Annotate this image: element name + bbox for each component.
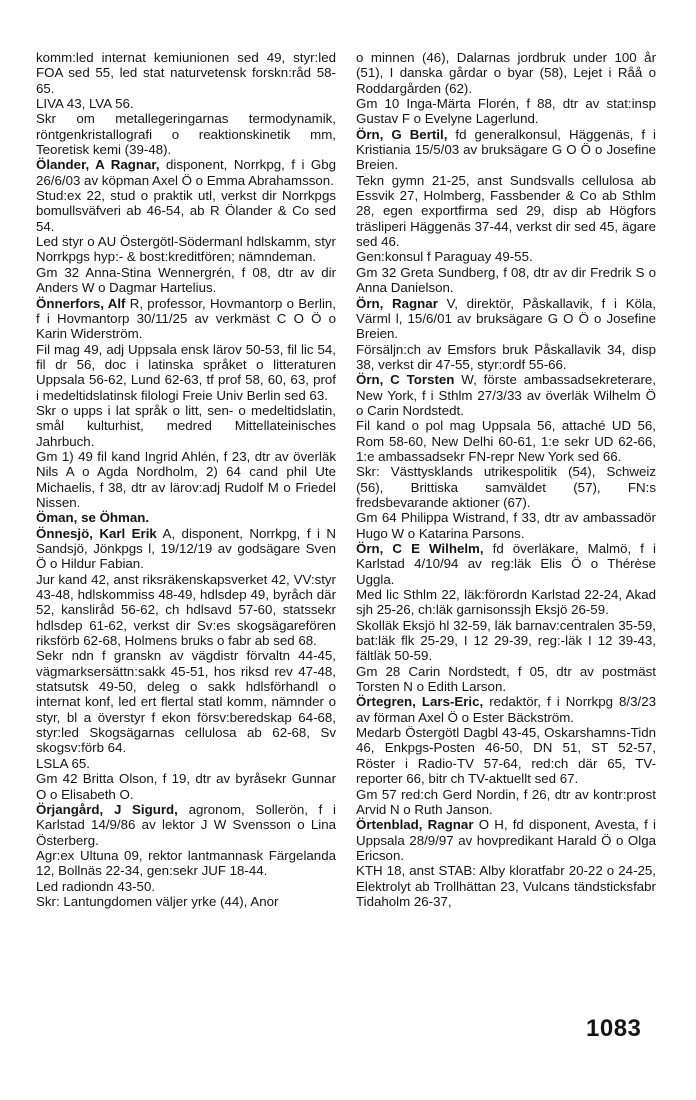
entry-heading: Örtegren, Lars-Eric, redaktör, f i Norrkpg 8/3/23 av förman Axel Ö o Ester Bäckström. [356, 694, 656, 725]
page-number: 1083 [586, 1015, 642, 1042]
entry-heading: Ölander, A Ragnar, disponent, Norrkpg, f i Gbg 26/6/03 av köpman Axel Ö o Emma Abrahamsson. [36, 157, 336, 188]
entry-paragraph: Sekr ndn f granskn av vägdistr förvaltn 44-45, vägmarksersättn:sakk 45-51, hos riksd rev 47-48, statsutsk 49-50, deleg o sakk hdlsförhandl o internat konf, led ert flertal statl komm, nämnder o styr, bl a överstyr f ekon försv:beredskap 64-68, styr:led Skogsägarnas cellulosa ab 62-68, Sv skogsv:förb 64. [36, 648, 336, 756]
entry-paragraph: Med lic Sthlm 22, läk:förordn Karlstad 22-24, Akad sjh 25-26, ch:läk garnisonssjh Eksjö 26-59. [356, 587, 656, 618]
entry-paragraph: Gen:konsul f Paraguay 49-55. [356, 249, 533, 265]
entry-paragraph: LSLA 65. [36, 755, 90, 771]
person-name: Örtenblad, Ragnar [356, 817, 474, 833]
entry-paragraph: komm:led internat kemiunionen sed 49, styr:led FOA sed 55, led stat naturvetensk forskn:råd 58-65. [36, 50, 336, 96]
person-name: Ölander, A Ragnar, [36, 157, 160, 173]
entry-paragraph: Stud:ex 22, stud o praktik utl, verkst dir Norrkpgs bomullsväfveri ab 46-54, ab R Ölander & Co sed 54. [36, 188, 336, 234]
person-name: Örn, C E Wilhelm, [356, 541, 484, 556]
person-name: Önnerfors, Alf [36, 295, 126, 311]
entry-paragraph: Led radiondn 43-50. [36, 878, 156, 894]
entry-heading: Örn, G Bertil, fd generalkonsul, Häggenäs, f i Kristiania 15/5/03 av bruksägare G O Ö o Josefine Breien. [356, 126, 657, 173]
entry-paragraph: Gm 64 Philippa Wistrand, f 33, dtr av ambassadör Hugo W o Katarina Parsons. [356, 510, 656, 541]
entry-paragraph: Skolläk Eksjö hl 32-59, läk barnav:centralen 35-59, bat:läk flk 25-29, I 12 29-39, reg:-läk I 12 39-43, fältläk 50-59. [356, 617, 656, 664]
person-name: Örn, G Bertil, [356, 126, 448, 142]
person-name: Örjangård, J Sigurd, [36, 801, 178, 817]
right-column [356, 50, 656, 909]
entry-heading: Önnerfors, Alf R, professor, Hovmantorp o Berlin, f i Hovmantorp 30/11/25 av verkmäst C O Ö o Karin Widerström. [36, 295, 336, 342]
person-name: Örn, C Torsten [356, 372, 455, 388]
entry-paragraph: Skr: Västtysklands utrikespolitik (54), Schweiz (56), Brittiska samväldet (57), FN:s fredsbevarande aktioner (67). [356, 464, 656, 510]
person-name: Örtegren, Lars-Eric, [356, 694, 484, 710]
entry-paragraph: Fil kand o pol mag Uppsala 56, attaché UD 56, Rom 58-60, New Delhi 60-61, 1:e sekr UD 62-66, 1:e ambassadsekr FN-repr New York sed 66. [356, 418, 656, 464]
entry-heading: Örn, C Torsten W, förste ambassadsekreterare, New York, f i Sthlm 27/3/33 av överläk Wilhelm Ö o Carin Nordstedt. [356, 372, 656, 418]
entry-paragraph: Gm 32 Greta Sundberg, f 08, dtr av dir Fredrik S o Anna Danielson. [356, 264, 656, 296]
entry-paragraph: Gm 28 Carin Nordstedt, f 05, dtr av postmäst Torsten N o Edith Larson. [356, 663, 656, 695]
entry-paragraph: o minnen (46), Dalarnas jordbruk under 100 år (51), I danska gårdar o byar (58), Lejet i Råå o Roddargården (62). [356, 50, 656, 96]
entry-heading: Örn, C E Wilhelm, fd överläkare, Malmö, f i Karlstad 4/10/94 av reg:läk Elis Ö o Thérèse Uggla. [356, 541, 656, 587]
person-name: Örn, Ragnar [356, 295, 438, 311]
entry-paragraph: LIVA 43, LVA 56. [36, 96, 134, 112]
entry-heading: Örn, Ragnar V, direktör, Påskallavik, f i Köla, Värml l, 15/6/01 av bruksägare G O Ö o Josefine Breien. [356, 295, 657, 342]
person-name: Öman, [36, 510, 78, 526]
entry-heading: Öman, se Öhman. [36, 510, 150, 526]
entry-paragraph: Jur kand 42, anst riksräkenskapsverket 42, VV:styr 43-48, hdlskommiss 48-49, hdlsdep 49, byråch där 52, kansliråd 56-62, ch hdlsavd 57-60, statssekr hdlsdep 61-62, verkst dir Sv:es skogsägarefören riksförb 62-68, Holmens bruks o fabr ab sed 68. [36, 571, 336, 649]
entry-paragraph: KTH 18, anst STAB: Alby kloratfabr 20-22 o 24-25, Elektrolyt ab Trollhättan 23, Vulcans tändsticksfabr Tidaholm 26-37, [356, 863, 656, 909]
entry-heading: Önnesjö, Karl Erik A, disponent, Norrkpg, f i N Sandsjö, Jönkpgs l, 19/12/19 av godsägare Sven Ö o Hildur Fabian. [36, 525, 336, 572]
entry-paragraph: Skr: Lantungdomen väljer yrke (44), Anor [36, 893, 279, 909]
entry-paragraph: Fil mag 49, adj Uppsala ensk lärov 50-53, fil lic 54, fil dr 56, doc i latinska språket o litteraturen Uppsala 56-62, Lund 62-63, tf prof 58, 60, 63, prof i medeltidslatinsk filologi Freie Univ Berlin sed 63. [36, 341, 336, 403]
left-column [36, 50, 336, 909]
entry-paragraph: Medarb Östergötl Dagbl 43-45, Oskarshamns-Tidn 46, Enkpgs-Posten 46-50, DN 51, ST 52-57, Röster i Radio-TV 57-64, red:ch där 65, TV-reporter 66, bitr ch TV-aktuellt sed 67. [356, 725, 656, 787]
entry-paragraph: Tekn gymn 21-25, anst Sundsvalls cellulosa ab Essvik 27, Holmberg, Fassbender & Co ab Sthlm 28, egen exportfirma sed 29, disp ab Högfors träsliperi Häggenäs 37-44, verkst dir sed 45, ägare sed 46. [356, 172, 656, 250]
entry-paragraph: Agr:ex Ultuna 09, rektor lantmannask Färgelanda 12, Bollnäs 22-34, gen:sekr JUF 18-44. [36, 847, 336, 879]
entry-paragraph: Led styr o AU Östergötl-Södermanl hdlskamm, styr Norrkpgs hyp:- & bost:kreditfören; nämndeman. [36, 234, 336, 265]
entry-paragraph: Gm 42 Britta Olson, f 19, dtr av byråsekr Gunnar O o Elisabeth O. [36, 771, 336, 802]
person-name: Önnesjö, Karl Erik [36, 525, 157, 541]
entry-heading: Örjangård, J Sigurd, agronom, Sollerön, f i Karlstad 14/9/86 av lektor J W Svensson o Lina Österberg. [36, 801, 336, 848]
entry-paragraph: Gm 57 red:ch Gerd Nordin, f 26, dtr av kontr:prost Arvid N o Ruth Janson. [356, 786, 656, 817]
entry-paragraph: Skr o upps i lat språk o litt, sen- o medeltidslatin, smål kulturhist, medred Mittellateinisches Jahrbuch. [36, 402, 336, 449]
entry-paragraph: Gm 1) 49 fil kand Ingrid Ahlén, f 23, dtr av överläk Nils A o Agda Nordholm, 2) 64 cand phil Ute Michaelis, f 38, dtr av lärov:adj Rudolf M o Friedel Nissen. [36, 448, 336, 510]
entry-heading: Örtenblad, Ragnar O H, fd disponent, Avesta, f i Uppsala 28/9/97 av hovpredikant Harald Ö o Olga Ericson. [356, 817, 656, 863]
entry-paragraph: Gm 32 Anna-Stina Wennergrén, f 08, dtr av dir Anders W o Dagmar Hartelius. [36, 264, 336, 296]
entry-paragraph: Skr om metallegeringarnas termodynamik, röntgenkristallografi o reaktionskinetik mm, Teoretisk kemi (39-48). [36, 111, 336, 158]
entry-paragraph: Gm 10 Inga-Märta Florén, f 88, dtr av stat:insp Gustav F o Evelyne Lagerlund. [356, 96, 656, 127]
entry-paragraph: Försäljn:ch av Emsfors bruk Påskallavik 34, disp 38, verkst dir 47-55, styr:ordf 55-66. [356, 341, 656, 372]
